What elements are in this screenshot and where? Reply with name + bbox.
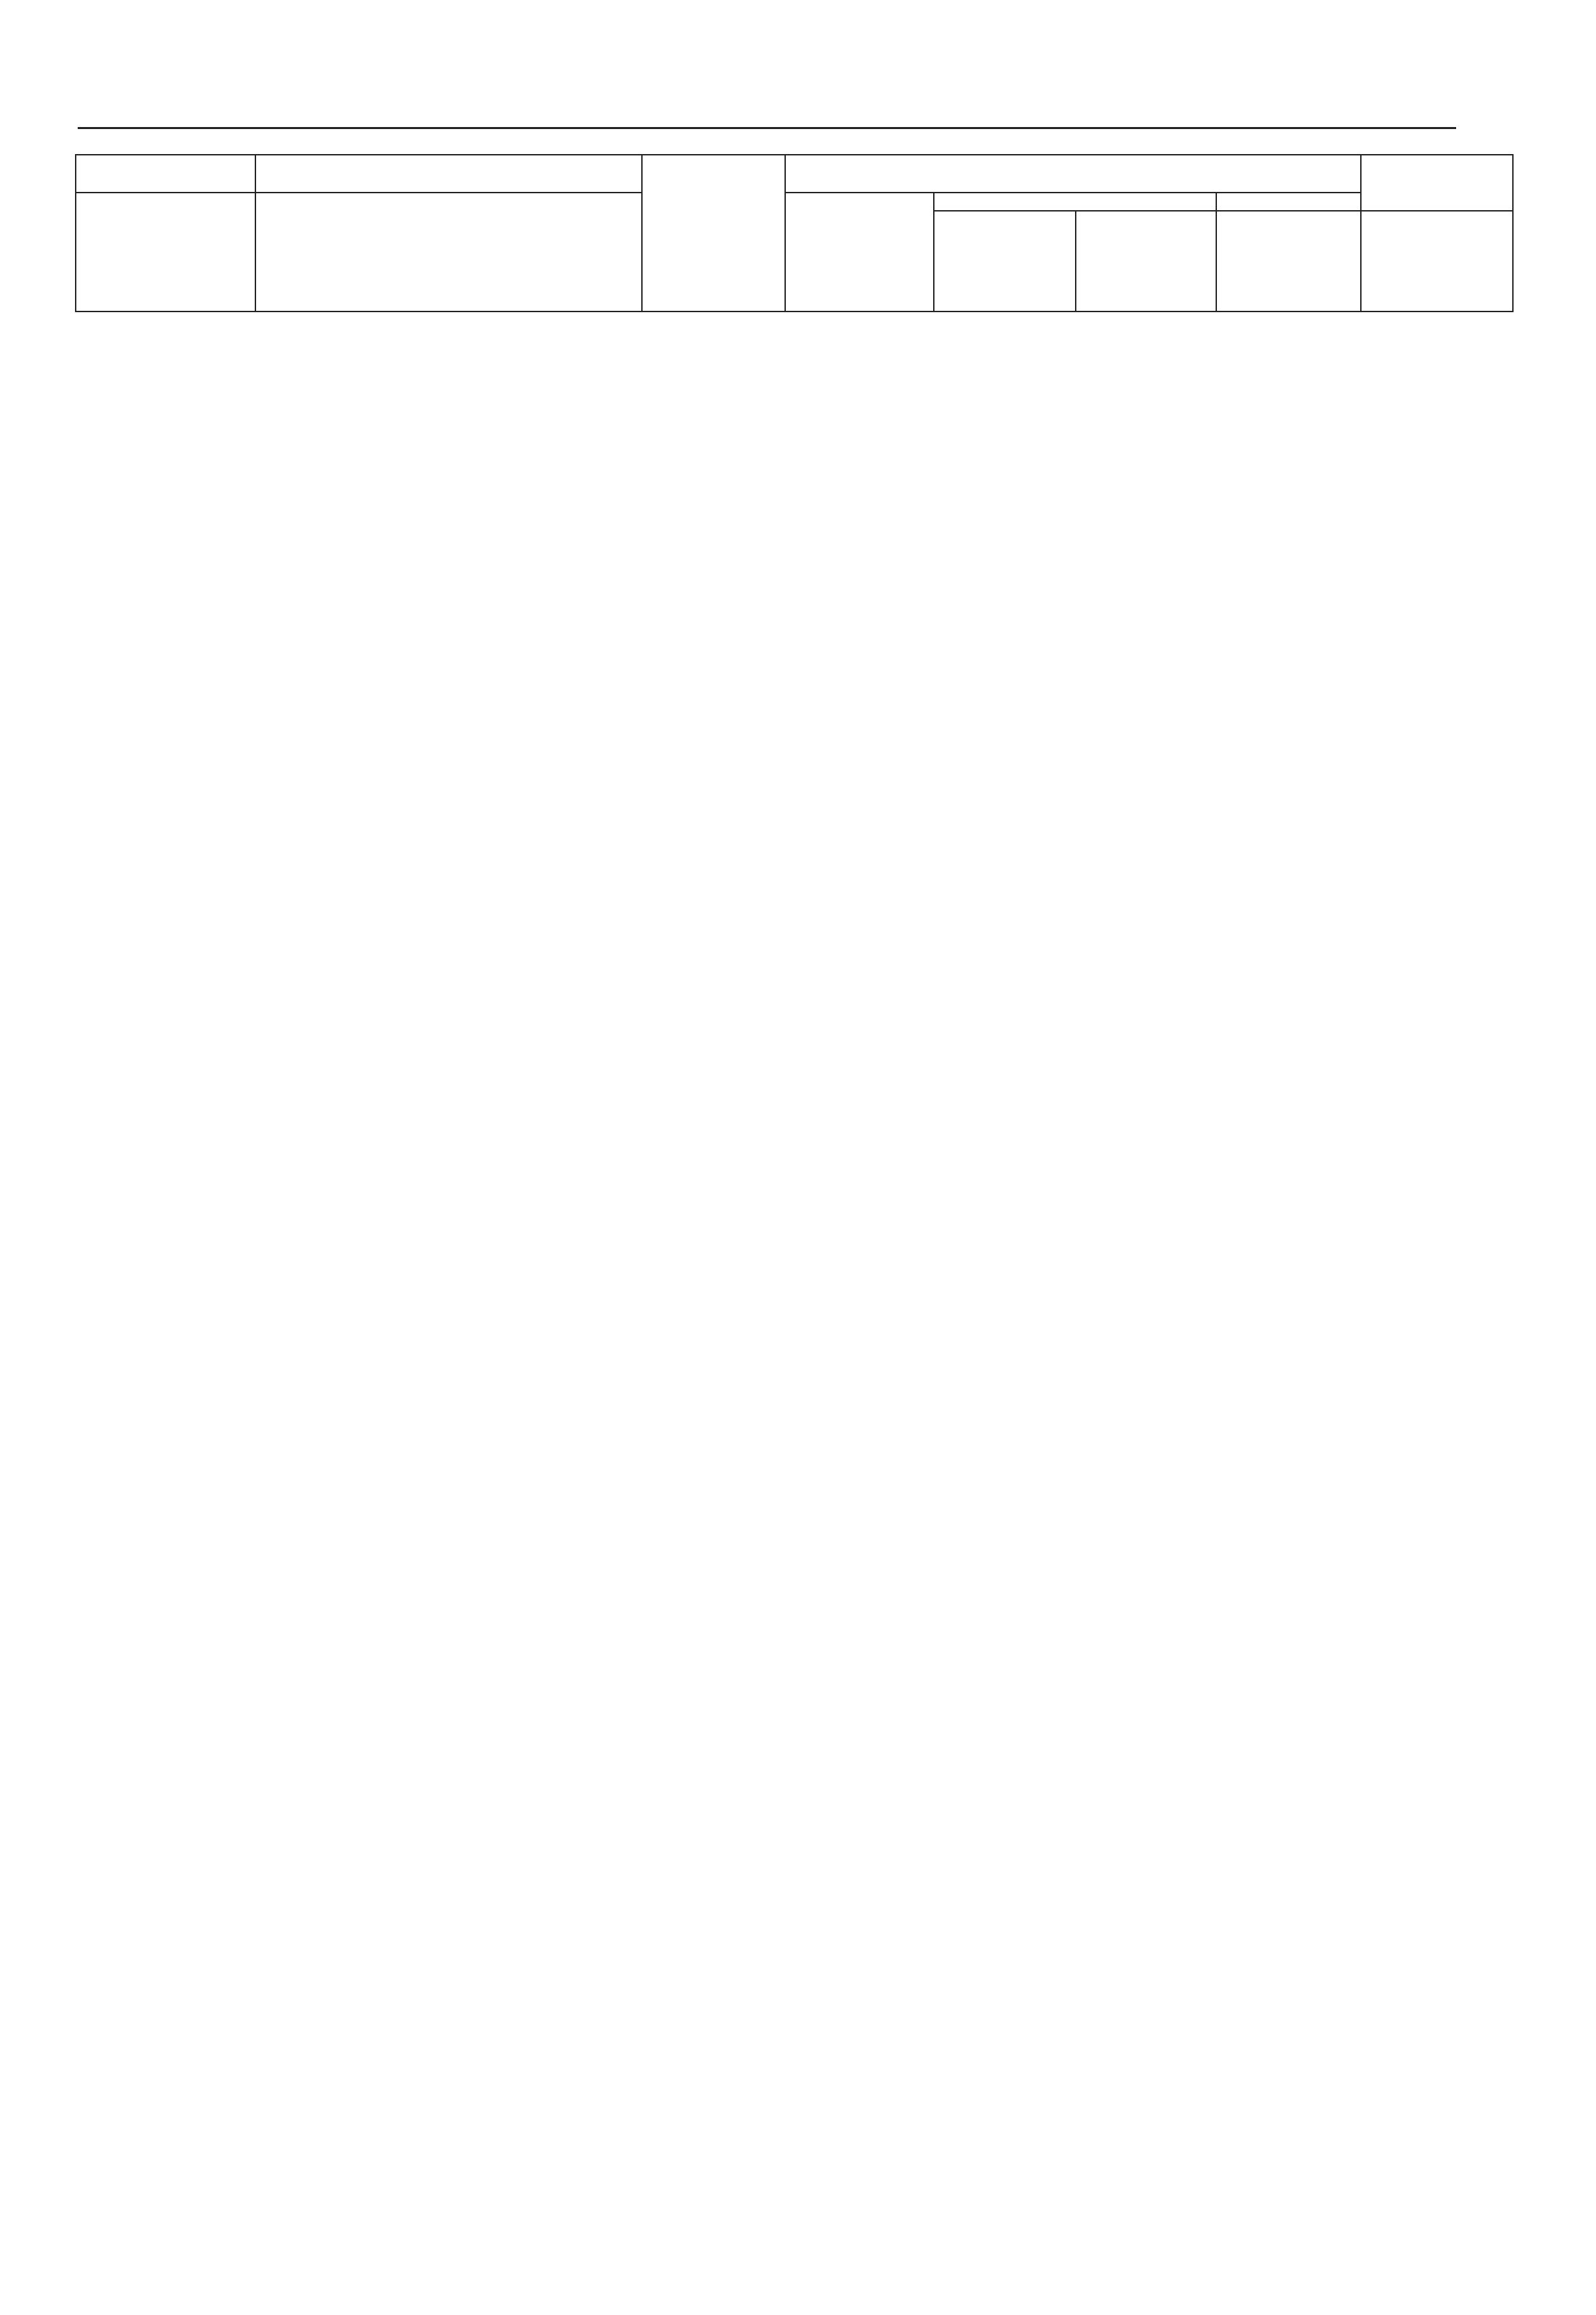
header-codes [76,193,255,312]
header-mat-use [1216,211,1361,312]
column-number-row [76,312,1513,332]
header-materials [1216,193,1361,211]
header-wage [785,193,934,312]
column-header-table [75,154,1514,332]
header-incl-wage [1076,211,1216,312]
running-title [1452,89,1456,119]
header-mass [1361,211,1513,312]
header-name-mat [255,193,642,312]
header-labor [1361,155,1513,211]
header-incl [785,155,1361,193]
header-name-char [255,155,642,193]
header-num-rates [76,155,255,193]
header-total [934,211,1076,312]
column-header-block [75,154,1514,332]
running-header [78,86,1456,129]
header-direct [642,155,785,312]
header-machines [934,193,1216,211]
